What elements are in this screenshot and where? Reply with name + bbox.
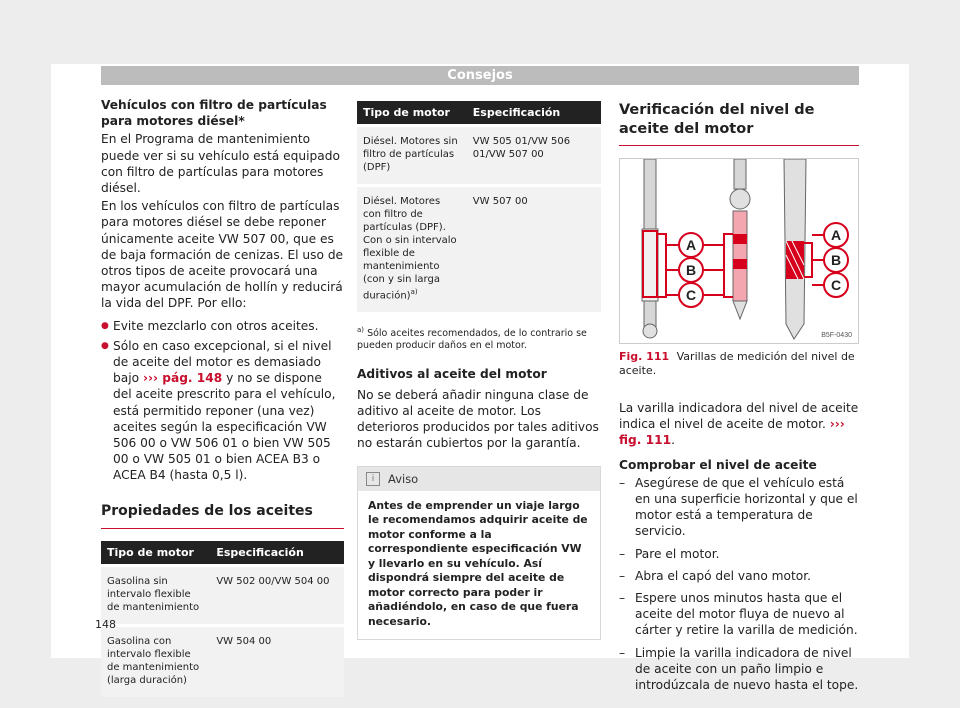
dipstick-illustration [620, 159, 858, 343]
table-header: Tipo de motor [101, 541, 210, 566]
notice-body: Antes de emprender un viaje largo le recomendamos adquirir aceite de motor conforme a la correspondiente especificación VW y llevarlo en su vehículo. Así dispondrá siempre del aceite de motor correcto para poder ir añadiéndolo, en caso de que fuera necesario. [368, 498, 588, 628]
dipstick-left [642, 159, 658, 338]
dipstick-paragraph [619, 400, 859, 449]
figure-code: B5F-0430 [821, 332, 852, 339]
svg-text:C: C [830, 277, 842, 293]
oil-spec-table [101, 541, 344, 697]
notice-title: Aviso [388, 471, 419, 486]
table-cell [357, 186, 467, 313]
step-item: – Abra el capó del vano motor. [619, 568, 859, 584]
bullet-text: y no se dispone del aceite prescrito para el vehículo, está permitido reponer (una vez) aceites según la especificación VW 506 00 o VW 506 01 o bien VW 505 00 o VW 505 01 o bien ACEA B3 o ACEA B4 (hasta 0,5 l). [113, 371, 336, 483]
svg-text:C: C [685, 287, 697, 303]
notice-box [357, 466, 601, 641]
svg-text:B: B [685, 262, 697, 278]
table-cell-text: Diésel. Motores con filtro de partículas (DPF). Con o sin intervalo flexible de mantenimiento (con y sin larga duración) [363, 196, 457, 302]
paragraph-text: . [671, 433, 675, 448]
figure-number: Fig. 111 [619, 350, 670, 363]
label-a-right [824, 223, 848, 247]
table-row [101, 565, 344, 625]
dpf-heading: Vehículos con filtro de partículas para motores diésel* [101, 98, 327, 129]
section-heading: Verificación del nivel de aceite del motor [619, 101, 859, 146]
notice-header [358, 467, 600, 491]
bullet-item [101, 318, 344, 334]
page-link[interactable]: ››› pág. 148 [142, 371, 223, 386]
footnote [357, 324, 601, 352]
figure-caption [619, 350, 859, 378]
section-header: Consejos [101, 66, 859, 85]
section-heading: Propiedades de los aceites [101, 502, 344, 529]
footnote-mark: a) [357, 326, 365, 335]
page-number: 148 [95, 618, 116, 631]
dipstick-figure [619, 158, 859, 344]
table-row [357, 126, 601, 186]
column-left [101, 97, 344, 697]
table-row [101, 625, 344, 697]
bullet-text: Sólo en caso excepcional, si el nivel de aceite del motor es demasiado bajo [113, 338, 332, 386]
column-middle [357, 101, 601, 640]
table-cell: VW 502 00/VW 504 00 [210, 565, 344, 625]
dpf-paragraph-2: En los vehículos con filtro de partículas para motores diésel se debe reponer únicamente aceite VW 507 00, que es de baja formación de cenizas. El uso de otros tipos de aceite provocará una mayor acumulación de hollín y reducirá la vida del DPF. Por ello: [101, 199, 344, 311]
figure-link[interactable]: ››› fig. 111 [619, 417, 845, 448]
table-cell: Gasolina sin intervalo flexible de mantenimiento [101, 565, 210, 625]
oil-spec-table-continued [357, 101, 601, 312]
label-a-left [679, 233, 703, 257]
column-right [619, 101, 859, 699]
step-item: – Limpie la varilla indicadora de nivel de aceite con un paño limpio e introdúzcala de nuevo hasta el tope. [619, 645, 859, 694]
check-heading: Comprobar el nivel de aceite [619, 457, 817, 472]
additives-paragraph: No se deberá añadir ninguna clase de aditivo al aceite de motor. Los deterioros producidos por tales aditivos no estarán cubiertos por la garantía. [357, 387, 599, 451]
table-cell: Gasolina con intervalo flexible de mantenimiento (larga duración) [101, 625, 210, 697]
table-cell: Diésel. Motores sin filtro de partículas (DPF) [357, 126, 467, 186]
svg-text:B: B [830, 252, 842, 268]
bullet-text: Evite mezclarlo con otros aceites. [113, 318, 319, 333]
label-c-right [824, 273, 848, 297]
info-icon: i [366, 472, 380, 486]
label-b-left [679, 258, 703, 282]
paragraph-text: La varilla indicadora del nivel de aceite indica el nivel de aceite de motor. [619, 401, 859, 432]
table-header: Especificación [467, 101, 601, 126]
table-cell: VW 505 01/VW 506 01/VW 507 00 [467, 126, 601, 186]
label-c-left [679, 283, 703, 307]
table-header: Tipo de motor [357, 101, 467, 126]
dipstick-right [784, 159, 806, 339]
table-header: Especificación [210, 541, 344, 566]
table-cell: VW 507 00 [467, 186, 601, 313]
label-b-right [824, 248, 848, 272]
dpf-paragraph-1: En el Programa de mantenimiento puede ver si su vehículo está equipado con filtro de partículas para motores diésel. [101, 132, 340, 196]
table-cell: VW 504 00 [210, 625, 344, 697]
step-item: – Pare el motor. [619, 546, 859, 562]
footnote-text: Sólo aceites recomendados, de lo contrario se pueden producir daños en el motor. [357, 328, 587, 352]
step-item: – Espere unos minutos hasta que el aceite del motor fluya de nuevo al cárter y retire la varilla de medición. [619, 590, 859, 639]
svg-text:A: A [685, 237, 697, 253]
footnote-ref: a) [410, 288, 418, 296]
step-item: – Asegúrese de que el vehículo está en una superficie horizontal y que el motor está a temperatura de servicio. [619, 475, 859, 540]
bullet-item [101, 338, 344, 484]
table-row [357, 186, 601, 313]
svg-text:A: A [830, 227, 842, 243]
figure-caption-text: Varillas de medición del nivel de aceite. [619, 350, 855, 377]
additives-heading: Aditivos al aceite del motor [357, 367, 547, 382]
